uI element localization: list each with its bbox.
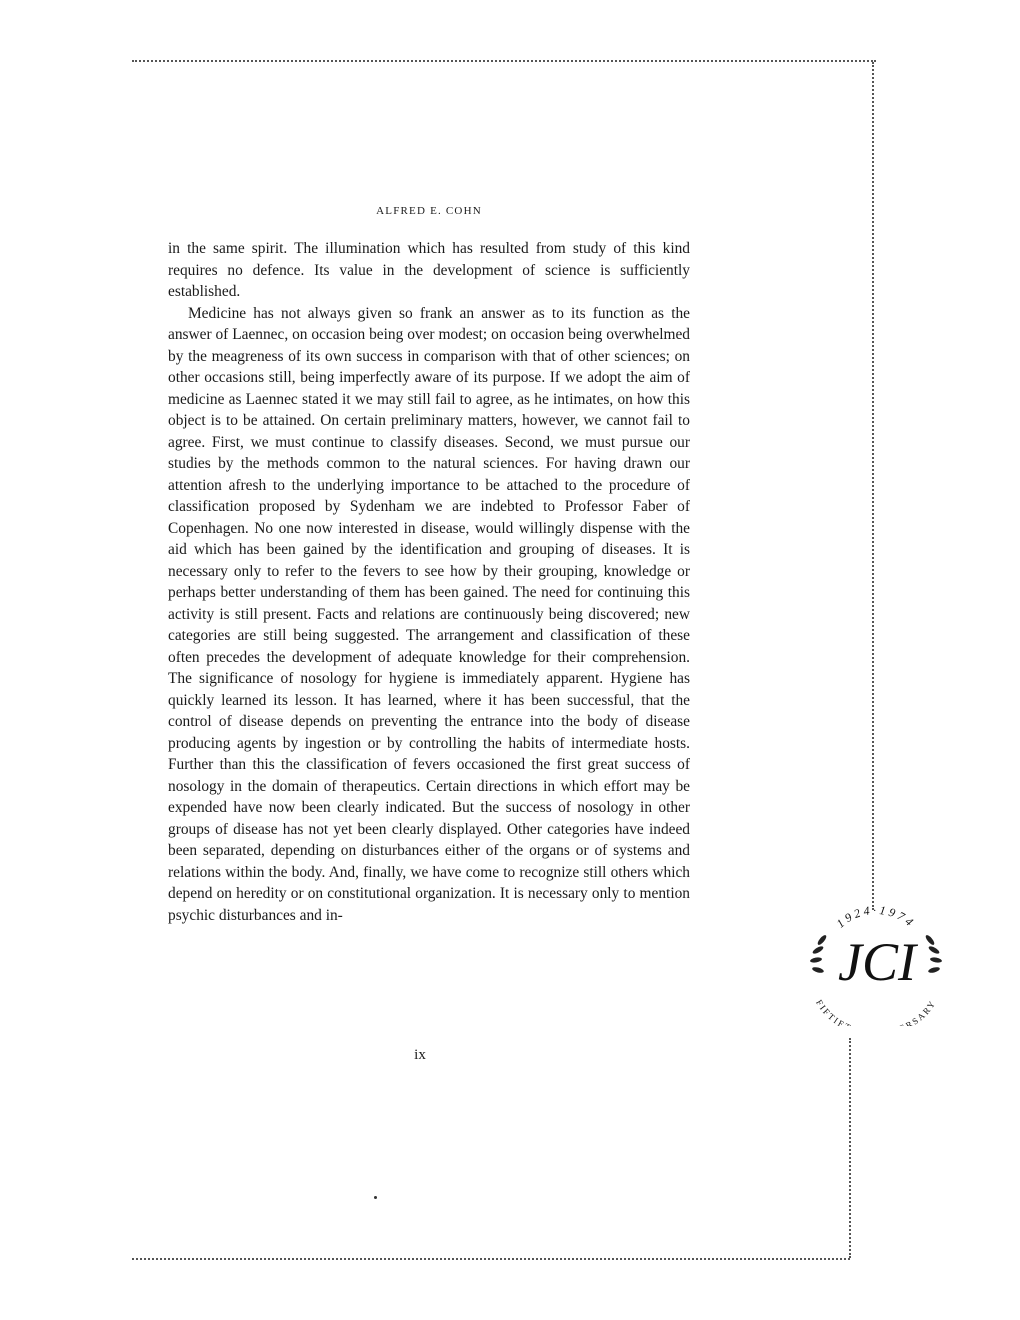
- running-head: ALFRED E. COHN: [376, 205, 482, 217]
- body-text: [168, 238, 690, 926]
- svg-text:FIFTIETH ANNIVERSARY: [814, 998, 938, 1026]
- dotted-border-right-upper: [872, 62, 874, 910]
- seal-years: 1924·1974: [833, 906, 919, 931]
- seal-caption: FIFTIE RSARY: [814, 997, 938, 1026]
- stray-mark: [374, 1196, 377, 1199]
- page-number: ix: [414, 1047, 426, 1063]
- dotted-border-bottom: [132, 1258, 850, 1260]
- paragraph-medicine: Medicine has not always given so frank an answer as to its function as the answer of Laennec, on occasion being over modest; on occasion being overwhelmed by the meagreness of its own success in comparison with that of other sciences; on other occasions still, being imperfectly aware of its purpose. If we adopt the aim of medicine as Laennec stated it we may still fail to agree, as he intimates, on how this object is to be attained. On certain preliminary matters, however, we cannot fail to agree. First, we must continue to classify diseases. Second, we must pursue our studies by the methods common to the natural sciences. For having drawn our attention afresh to the underlying importance to be attached to the procedure of classification proposed by Sydenham we are indebted to Professor Faber of Copenhagen. No one now interested in disease, would willingly dispense with the aid which has been gained by the identification and grouping of diseases. It is necessary only to refer to the fevers to see how by their grouping, knowledge or perhaps better understanding of them has been gained. The need for continuing this activity is still present. Facts and relations are continuously being discovered; new categories are still being suggested. The arrangement and classification of these often precedes the development of adequate knowledge for their comprehension. The significance of nosology for hygiene is immediately apparent. Hygiene has quickly learned its lesson. It has learned, where it has been successful, that the control of disease depends on preventing the entrance into the body of disease producing agents by ingestion or by controlling the habits of intermediate hosts. Further than this the classification of fevers occasioned the first great success of nosology in the domain of therapeutics. Certain directions in which effort may be expended have now been clearly indicated. But the success of nosology in other groups of disease has not yet been clearly displayed. Other categories have indeed been separated, depending on disturbances either of the organs or of systems and relations within the body. And, finally, we have come to recognize still others which depend on heredity or on constitutional organization. It is necessary only to mention psychic disturbances and in-: [168, 304, 690, 924]
- paragraph-continued: in the same spirit. The illumination which has resulted from study of this kind requires no defence. Its value in the development of science is sufficiently established.: [168, 240, 690, 300]
- seal-letters: JCI: [838, 932, 916, 992]
- dotted-border-top: [132, 60, 876, 62]
- jci-anniversary-seal: [796, 906, 956, 1026]
- svg-text:1924·1974: [834, 906, 919, 931]
- dotted-border-right-lower: [849, 1038, 851, 1258]
